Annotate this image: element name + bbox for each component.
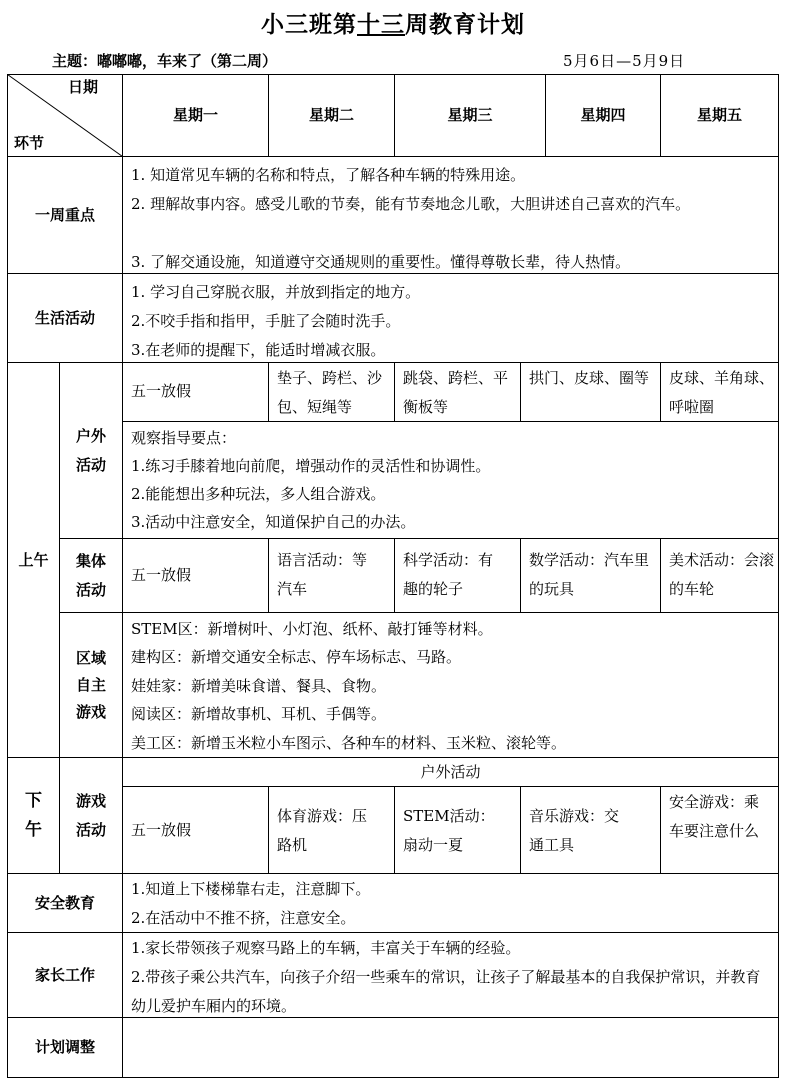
group-activity-label: 集体 活动 (75, 551, 106, 599)
outdoor-guide-line: 观察指导要点： (131, 429, 237, 447)
outdoor-guide-line: 2.能能想出多种玩法，多人组合游戏。 (131, 485, 386, 503)
header-section-label: 环节 (14, 134, 45, 152)
area-line: STEM区：新增树叶、小灯泡、纸杯、敲打锤等材料。 (131, 620, 493, 638)
area-line: 娃娃家：新增美味食谱、餐具、食物。 (131, 677, 387, 695)
area-line: 建构区：新增交通安全标志、停车场标志、马路。 (131, 648, 462, 666)
plan-adjust-content (131, 1018, 771, 1077)
outdoor-item-fri: 皮球、羊角球、呼啦圈 (669, 369, 775, 416)
outdoor-guide-line: 1.练习手膝着地向前爬，增强动作的灵活性和协调性。 (131, 457, 491, 475)
group-item-wed: 科学活动：有趣的轮子 (403, 551, 494, 598)
game-item-mon: 五一放假 (131, 821, 192, 839)
outdoor-activity-header: 户外活动 (420, 763, 481, 781)
safety-line: 2.在活动中不推不挤，注意安全。 (131, 909, 356, 927)
life-activity-label: 生活活动 (34, 308, 95, 327)
date-range: 5月6日—5月9日 (563, 52, 686, 70)
weekly-focus-line: 3. 了解交通设施，知道遵守交通规则的重要性。懂得尊敬长辈，待人热情。 (131, 253, 631, 271)
group-item-fri: 美术活动：会滚的车轮 (669, 551, 775, 598)
group-item-thu: 数学活动：汽车里的玩具 (529, 551, 650, 598)
game-item-fri: 安全游戏：乘车要注意什么 (669, 793, 760, 840)
theme-line: 主题：嘟嘟嘟，车来了（第二周） (52, 52, 278, 70)
afternoon-label: 下 午 (25, 790, 42, 840)
header-day-thu: 星期四 (580, 106, 626, 124)
outdoor-activity-label: 户外 活动 (75, 426, 106, 474)
outdoor-item-tue: 垫子、跨栏、沙包、短绳等 (277, 369, 383, 416)
weekly-focus-label: 一周重点 (34, 205, 95, 224)
header-day-wed: 星期三 (447, 106, 493, 124)
outdoor-item-mon: 五一放假 (131, 382, 192, 400)
outdoor-item-thu: 拱门、皮球、圈等 (529, 369, 650, 387)
life-activity-line: 2.不咬手指和指甲，手脏了会随时洗手。 (131, 312, 401, 330)
header-date-label: 日期 (68, 78, 99, 96)
parent-work-line: 2.带孩子乘公共汽车，向孩子介绍一些乘车的常识，让孩子了解最基本的自我保护常识，并教育幼儿爱护车厢内的环境。 (131, 968, 761, 1015)
safety-education-label: 安全教育 (34, 893, 95, 912)
weekly-focus-line: 2. 理解故事内容。感受儿歌的节奏，能有节奏地念儿歌，大胆讲述自己喜欢的汽车。 (131, 195, 691, 213)
morning-label: 上午 (18, 550, 49, 569)
weekly-focus-line: 1. 知道常见车辆的名称和特点，了解各种车辆的特殊用途。 (131, 166, 526, 184)
area-game-label: 区域 自主 游戏 (75, 648, 106, 721)
group-item-mon: 五一放假 (131, 566, 192, 584)
game-item-thu: 音乐游戏：交通工具 (529, 807, 620, 854)
game-activity-label: 游戏 活动 (75, 791, 106, 839)
parent-work-label: 家长工作 (34, 965, 95, 984)
plan-adjust-label: 计划调整 (34, 1038, 95, 1056)
outdoor-item-wed: 跳袋、跨栏、平衡板等 (403, 369, 509, 416)
life-activity-line: 1. 学习自己穿脱衣服，并放到指定的地方。 (131, 283, 421, 301)
parent-work-line: 1.家长带领孩子观察马路上的车辆，丰富关于车辆的经验。 (131, 939, 521, 957)
safety-line: 1.知道上下楼梯靠右走，注意脚下。 (131, 880, 371, 898)
area-line: 美工区：新增玉米粒小车图示、各种车的材料、玉米粒、滚轮等。 (131, 734, 567, 752)
outdoor-guide-line: 3.活动中注意安全，知道保护自己的办法。 (131, 513, 416, 531)
header-day-tue: 星期二 (308, 106, 354, 124)
group-item-tue: 语言活动：等汽车 (277, 551, 368, 598)
header-day-mon: 星期一 (172, 106, 218, 124)
header-day-fri: 星期五 (696, 106, 742, 124)
game-item-wed: STEM活动：扇动一夏 (403, 807, 495, 854)
life-activity-line: 3.在老师的提醒下，能适时增减衣服。 (131, 341, 386, 359)
area-line: 阅读区：新增故事机、耳机、手偶等。 (131, 705, 387, 723)
page-title: 小三班第十三周教育计划 (261, 11, 525, 38)
game-item-tue: 体育游戏：压路机 (277, 807, 368, 854)
